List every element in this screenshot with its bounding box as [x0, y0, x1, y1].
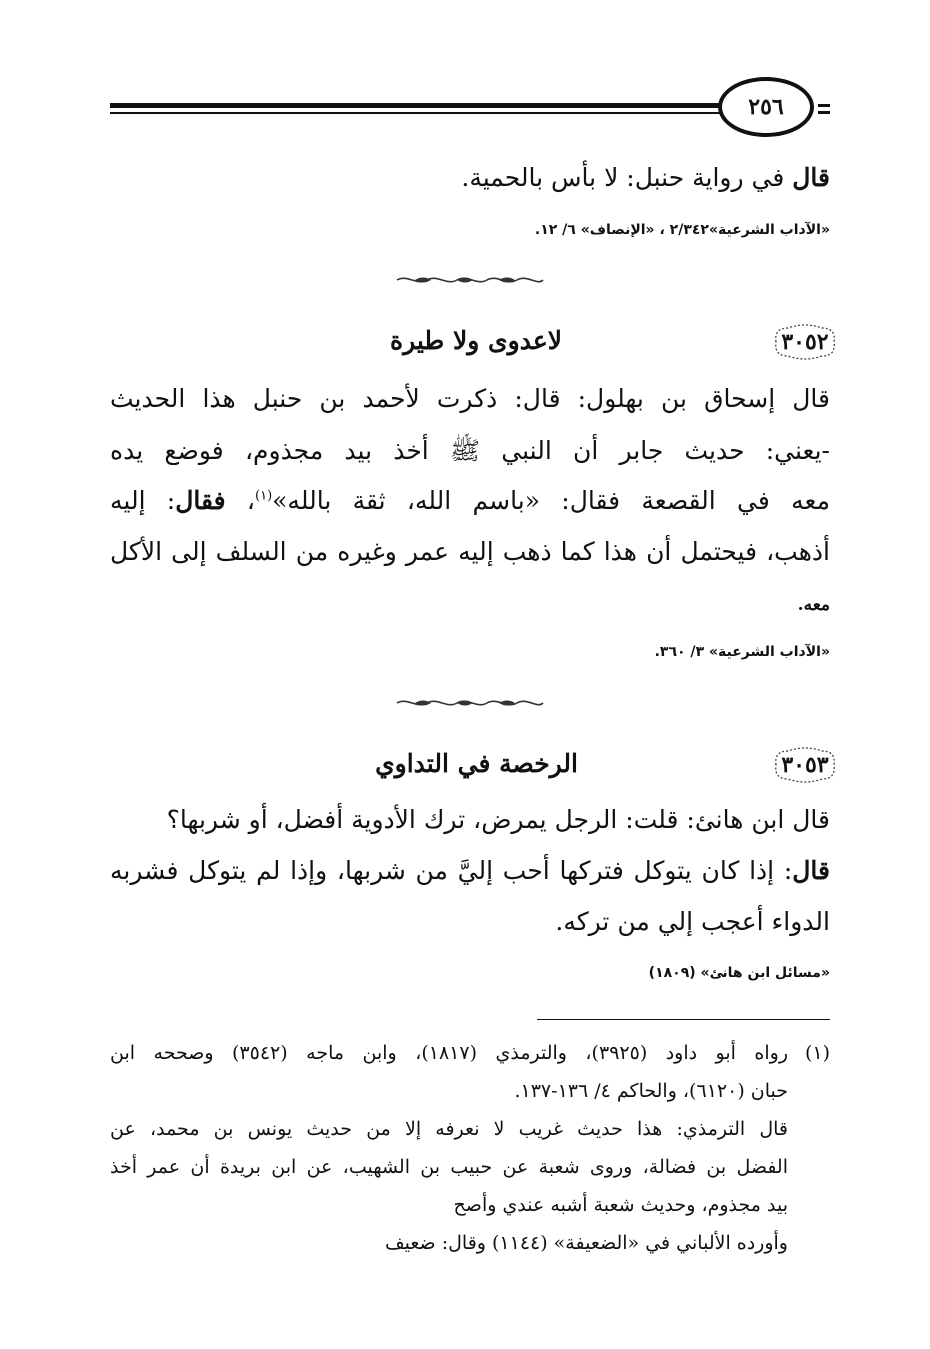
ornament-divider-1: [395, 274, 545, 286]
entry-3053-line-2-label: قال: [792, 856, 830, 885]
prev-entry-label: قال: [792, 163, 830, 192]
header-rule-thin: [110, 112, 722, 114]
entry-3052-line-4: أذهب، فيحتمل أن هذا كما ذهب إليه عمر وغيره من السلف إلى الأكل: [110, 537, 830, 566]
footnote-marker: (١): [804, 1042, 830, 1064]
header-rule-right-top: [818, 104, 830, 107]
header-rule-right-bottom: [818, 111, 830, 114]
prev-entry-source: «الآداب الشرعية»٢/٣٤٢ ، «الإنصاف» ٦/ ١٢.: [534, 222, 830, 238]
footnote-line-4: الفضل بن فضالة، وروى شعبة عن حبيب بن الشهيب، عن ابن بريدة أن عمر أخذ: [110, 1156, 788, 1178]
prev-entry-line: [461, 163, 830, 192]
entry-3052-line-3-tail: : إليه: [110, 486, 176, 515]
header-rule-thick: [110, 103, 722, 108]
entry-3053-number: ٣٠٥٣: [781, 752, 829, 778]
entry-3053-title: الرخصة في التداوي: [375, 749, 578, 778]
entry-3053-line-3: الدواء أعجب إلي من تركه.: [555, 907, 830, 936]
footnote-line-6: وأورده الألباني في «الضعيفة» (١١٤٤) وقال: ضعيف: [384, 1232, 788, 1254]
footnote-line-1: رواه أبو داود (٣٩٢٥)، والترمذي (١٨١٧)، وابن ماجه (٣٥٤٢) وصححه ابن: [110, 1042, 788, 1064]
page-number: ٢٥٦: [748, 94, 784, 120]
prev-entry-text: في رواية حنبل: لا بأس بالحمية.: [461, 163, 793, 192]
entry-3052-line-5: معه.: [797, 595, 830, 615]
entry-3052-line-1: قال إسحاق بن بهلول: قال: ذكرت لأحمد بن حنبل هذا الحديث: [110, 384, 830, 413]
entry-3052-line-3-text: معه في القصعة فقال: «باسم الله، ثقة بالله»: [272, 486, 830, 515]
entry-3052-line-2: -يعني: حديث جابر أن النبي ﷺ أخذ بيد مجذوم، فوضع يده: [110, 436, 830, 465]
page-number-badge: [718, 77, 814, 137]
entry-3052-line-3: معه في القصعة فقال: «باسم الله، ثقة بالله»$^{(١)}$، فقال: إليه: [110, 486, 830, 515]
entry-3052-number-badge: [770, 322, 840, 362]
footnote-separator: [537, 1019, 830, 1020]
entry-3052-line-3-label: فقال: [175, 486, 226, 515]
footnote-line-5: بيد مجذوم، وحديث شعبة أشبه عندي وأصح: [453, 1194, 788, 1216]
entry-3052-number: ٣٠٥٢: [781, 329, 829, 355]
entry-3052-title: لاعدوى ولا طيرة: [389, 326, 562, 355]
entry-3053-line-2: [110, 856, 830, 885]
footnote-ref-1[interactable]: (١): [255, 488, 273, 504]
entry-3053-source: «مسائل ابن هانئ» (١٨٠٩): [648, 965, 830, 981]
footnote-line-2: حبان (٦١٢٠)، والحاكم ٤/ ١٣٦-١٣٧.: [514, 1080, 788, 1102]
ornament-divider-2: [395, 697, 545, 709]
footnote-line-3: قال الترمذي: هذا حديث غريب لا نعرفه إلا من حديث يونس بن محمد، عن: [110, 1118, 788, 1140]
entry-3053-number-badge: [770, 745, 840, 785]
entry-3052-source: «الآداب الشرعية» ٣/ ٣٦٠.: [654, 644, 830, 660]
entry-3053-line-2-text: : إذا كان يتوكل فتركها أحب إليَّ من شربها، وإذا لم يتوكل فشربه: [110, 856, 793, 885]
entry-3053-line-1: قال ابن هانئ: قلت: الرجل يمرض، ترك الأدوية أفضل، أو شربها؟: [166, 805, 830, 834]
